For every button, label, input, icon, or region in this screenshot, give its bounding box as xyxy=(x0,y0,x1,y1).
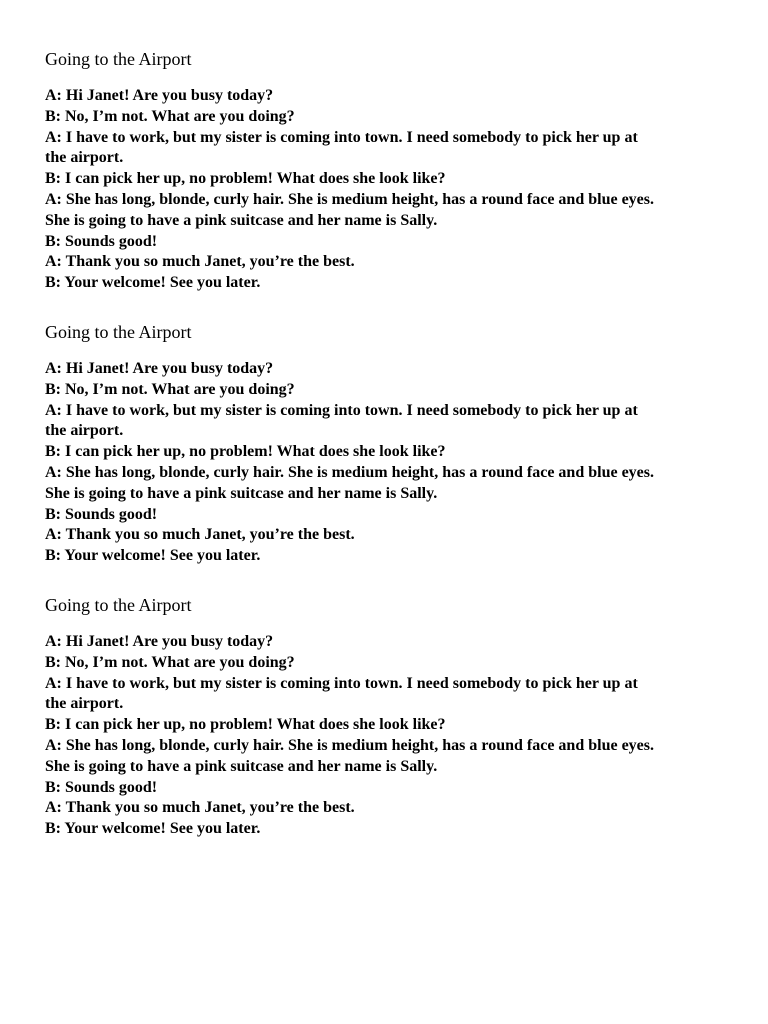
dialogue-section xyxy=(45,321,745,594)
dialogue-line: B: Your welcome! See you later. xyxy=(45,274,261,292)
dialogue-line: the airport. xyxy=(45,149,124,167)
dialogue-line: B: No, I’m not. What are you doing? xyxy=(45,653,295,671)
dialogue-line: A: Thank you so much Janet, you’re the best. xyxy=(45,799,355,817)
dialogue-line: A: Thank you so much Janet, you’re the best. xyxy=(45,526,355,544)
dialogue-line: the airport. xyxy=(45,695,124,713)
dialogue-line: A: I have to work, but my sister is coming into town. I need somebody to pick her up at xyxy=(45,401,638,419)
section-title: Going to the Airport xyxy=(45,322,192,342)
dialogue-line: A: Hi Janet! Are you busy today? xyxy=(45,360,274,377)
dialogue-line: She is going to have a pink suitcase and her name is Sally. xyxy=(45,757,438,775)
dialogue-line: B: Sounds good! xyxy=(45,778,158,796)
section-title: Going to the Airport xyxy=(45,595,192,615)
dialogue-line: A: I have to work, but my sister is coming into town. I need somebody to pick her up at xyxy=(45,674,638,692)
dialogue-line: B: No, I’m not. What are you doing? xyxy=(45,380,295,398)
dialogue-line: B: I can pick her up, no problem! What does she look like? xyxy=(45,170,446,188)
dialogue-line: A: I have to work, but my sister is coming into town. I need somebody to pick her up at xyxy=(45,128,638,146)
dialogue-line: A: Hi Janet! Are you busy today? xyxy=(45,87,274,104)
dialogue-line: She is going to have a pink suitcase and her name is Sally. xyxy=(45,484,438,502)
dialogue-line: She is going to have a pink suitcase and her name is Sally. xyxy=(45,211,438,229)
dialogue-line: A: She has long, blonde, curly hair. She is medium height, has a round face and blue eyes. xyxy=(45,190,654,208)
dialogue-line: B: I can pick her up, no problem! What does she look like? xyxy=(45,443,446,461)
dialogue-line: B: I can pick her up, no problem! What does she look like? xyxy=(45,716,446,734)
dialogue-section xyxy=(45,594,745,867)
dialogue-line: B: Your welcome! See you later. xyxy=(45,547,261,565)
dialogue-line: A: She has long, blonde, curly hair. She is medium height, has a round face and blue eyes. xyxy=(45,736,654,754)
document-page xyxy=(45,48,745,867)
dialogue-line: the airport. xyxy=(45,422,124,440)
section-title: Going to the Airport xyxy=(45,49,192,69)
dialogue-line: B: Sounds good! xyxy=(45,505,158,523)
dialogue-line: B: Your welcome! See you later. xyxy=(45,820,261,838)
dialogue-line: A: Hi Janet! Are you busy today? xyxy=(45,633,274,650)
dialogue-line: A: She has long, blonde, curly hair. She is medium height, has a round face and blue eyes. xyxy=(45,463,654,481)
dialogue-line: A: Thank you so much Janet, you’re the best. xyxy=(45,253,355,271)
dialogue-line: B: Sounds good! xyxy=(45,232,158,250)
dialogue-section xyxy=(45,48,745,321)
dialogue-line: B: No, I’m not. What are you doing? xyxy=(45,107,295,125)
